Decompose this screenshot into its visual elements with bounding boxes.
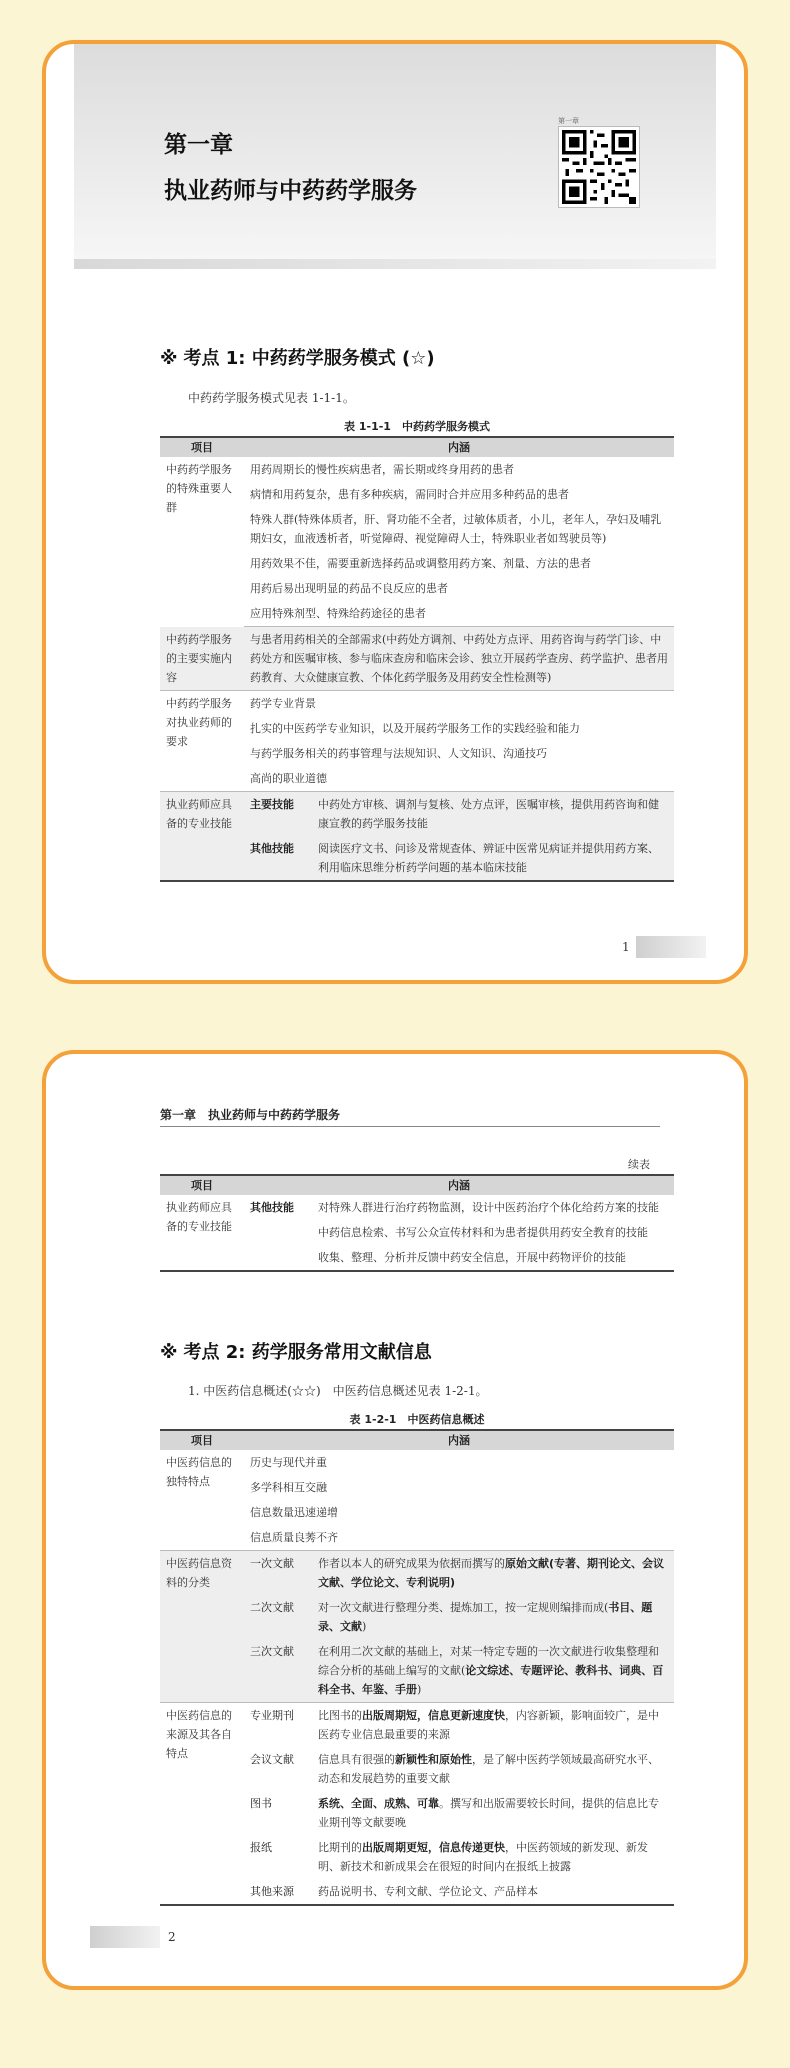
sub-label: 其他技能: [244, 836, 312, 881]
page-number: 2: [168, 1930, 176, 1944]
group-name: 中医药信息的独特特点: [160, 1450, 244, 1551]
table-row: [160, 627, 674, 691]
cell-text: 用药效果不佳，需要重新选择药品或调整用药方案、剂量、方法的患者: [250, 557, 591, 570]
group-name: 执业药师应具备的专业技能: [166, 1201, 232, 1233]
cell-text: 信息数量迅速递增: [250, 1506, 338, 1519]
col-header-content: 内涵: [244, 1430, 674, 1450]
page-card-2: [42, 1050, 748, 1990]
cell-text: 特殊人群(特殊体质者，肝、肾功能不全者，过敏体质者，小儿，老年人，孕妇及哺乳期妇女，血液透析者，听觉障碍、视觉障碍人士，特殊职业者如驾驶员等): [250, 513, 662, 545]
table-row: [160, 792, 674, 837]
table-row: [160, 1703, 674, 1748]
col-header-content: 内涵: [244, 437, 674, 457]
cell-text: 系统、全面、成熟、可靠。撰写和出版需要较长时间，提供的信息比专业期刊等文献要晚: [318, 1797, 659, 1829]
cell-text: 与患者用药相关的全部需求(中药处方调剂、中药处方点评、用药咨询与药学门诊、中药处方和医嘱审核、参与临床查房和临床会诊、独立开展药学查房、药学监护、患者用药教育、大众健康宣教、个体化药学服务及用药安全性检测等): [244, 627, 674, 691]
page-number-tab: [90, 1926, 160, 1948]
sub-label: 一次文献: [244, 1551, 312, 1596]
col-header-item: 项目: [160, 1175, 244, 1195]
section-heading-kaodian-1: ※ 考点 1: 中药药学服务模式 (☆): [160, 348, 435, 369]
sub-label: 专业期刊: [250, 1709, 294, 1722]
table-row: [160, 1450, 674, 1475]
cell-text: 与药学服务相关的药事管理与法规知识、人文知识、沟通技巧: [250, 747, 547, 760]
cell-text: 对一次文献进行整理分类、提炼加工，按一定规则编排而成(书目、题录、文献): [312, 1595, 674, 1639]
reference-mark-icon: ※: [160, 348, 178, 369]
cell-text: 中药信息检索、书写公众宣传材料和为患者提供用药安全教育的技能: [318, 1226, 648, 1239]
cell-text: 阅读医疗文书、问诊及常规查体、辨证中医常见病证并提供用药方案、利用临床思维分析药学问题的基本临床技能: [312, 836, 674, 881]
cell-text: 病情和用药复杂，患有多种疾病，需同时合并应用多种药品的患者: [250, 488, 569, 501]
cell-text: 扎实的中医药学专业知识，以及开展药学服务工作的实践经验和能力: [250, 722, 580, 735]
cell-text: 多学科相互交融: [250, 1481, 327, 1494]
chapter-number: 第一章: [164, 131, 233, 158]
sub-label: 二次文献: [244, 1595, 312, 1639]
col-header-content: 内涵: [244, 1175, 674, 1195]
sub-label: 其他技能: [250, 1201, 294, 1214]
group-name: 中医药信息的来源及其各自特点: [166, 1709, 232, 1760]
continued-label: 续表: [628, 1158, 650, 1171]
sub-label: 其他来源: [250, 1885, 294, 1898]
cell-text: 作者以本人的研究成果为依据而撰写的原始文献(专著、期刊论文、会议文献、学位论文、专利说明): [312, 1551, 674, 1596]
cell-text: 比期刊的出版周期更短，信息传递更快，中医药领域的新发现、新发明、新技术和新成果会在很短的时间内在报纸上披露: [318, 1841, 648, 1873]
chapter-title: 执业药师与中药药学服务: [164, 177, 417, 204]
cell-text: 应用特殊剂型、特殊给药途径的患者: [244, 601, 674, 627]
cell-text: 药学专业背景: [250, 697, 316, 710]
sub-label: 图书: [250, 1797, 272, 1810]
cell-text: 信息具有很强的新颖性和原始性，是了解中医药学领域最高研究水平、动态和发展趋势的重要文献: [318, 1753, 659, 1785]
cell-text: 药品说明书、专利文献、学位论文、产品样本: [318, 1885, 538, 1898]
col-header-item: 项目: [160, 1430, 244, 1450]
table-row: [160, 1195, 674, 1220]
cell-text: 用药后易出现明显的药品不良反应的患者: [250, 582, 448, 595]
group-name: 中医药信息资料的分类: [160, 1551, 244, 1703]
running-head: 第一章 执业药师与中药药学服务: [160, 1106, 660, 1127]
page-card-1: [42, 40, 748, 984]
cell-text: 对特殊人群进行治疗药物监测，设计中医药治疗个体化给药方案的技能: [318, 1201, 659, 1214]
sub-label: 主要技能: [244, 792, 312, 837]
table-row: [160, 1551, 674, 1596]
table-1-2-1: [160, 1429, 674, 1906]
page-number: 1: [622, 940, 630, 954]
sub-label: 三次文献: [244, 1639, 312, 1703]
table-caption: 表 1-1-1 中药药学服务模式: [344, 420, 490, 433]
table-row: [160, 691, 674, 717]
cell-text: 历史与现代并重: [250, 1456, 327, 1469]
table-1-1-1-continued: [160, 1174, 674, 1272]
table-row: [160, 457, 674, 482]
group-name: 中药药学服务的主要实施内容: [160, 627, 244, 691]
cell-text: 在利用二次文献的基础上，对某一特定专题的一次文献进行收集整理和综合分析的基础上编写的文献(论文综述、专题评论、教科书、词典、百科全书、年鉴、手册): [312, 1639, 674, 1703]
group-name: 中药药学服务对执业药师的要求: [160, 691, 244, 792]
group-name: 中药药学服务的特殊重要人群: [166, 463, 232, 514]
sub-label: 会议文献: [250, 1753, 294, 1766]
banner-divider: [74, 259, 716, 269]
qr-caption: 第一章: [558, 117, 579, 125]
intro-paragraph: 中药药学服务模式见表 1-1-1。: [188, 391, 355, 405]
group-name: 执业药师应具备的专业技能: [160, 792, 244, 882]
cell-text: 中药处方审核、调剂与复核、处方点评，医嘱审核，提供用药咨询和健康宣教的药学服务技能: [312, 792, 674, 837]
cell-text: 用药周期长的慢性疾病患者，需长期或终身用药的患者: [250, 463, 514, 476]
qr-code-icon[interactable]: [558, 126, 640, 208]
intro-paragraph: 1. 中医药信息概述(☆☆) 中医药信息概述见表 1-2-1。: [188, 1384, 488, 1398]
cell-text: 信息质量良莠不齐: [244, 1525, 674, 1551]
col-header-item: 项目: [160, 437, 244, 457]
cell-text: 高尚的职业道德: [244, 766, 674, 792]
cell-text: 收集、整理、分析并反馈中药安全信息，开展中药物评价的技能: [318, 1251, 626, 1264]
sub-label: 报纸: [250, 1841, 272, 1854]
section-heading-kaodian-2: ※ 考点 2: 药学服务常用文献信息: [160, 1342, 432, 1363]
cell-text: 比图书的出版周期短，信息更新速度快，内容新颖，影响面较广，是中医药专业信息最重要的来源: [318, 1709, 659, 1741]
page-number-tab: [636, 936, 706, 958]
table-1-1-1: [160, 436, 674, 882]
reference-mark-icon: ※: [160, 1342, 178, 1363]
table-caption: 表 1-2-1 中医药信息概述: [349, 1413, 485, 1426]
